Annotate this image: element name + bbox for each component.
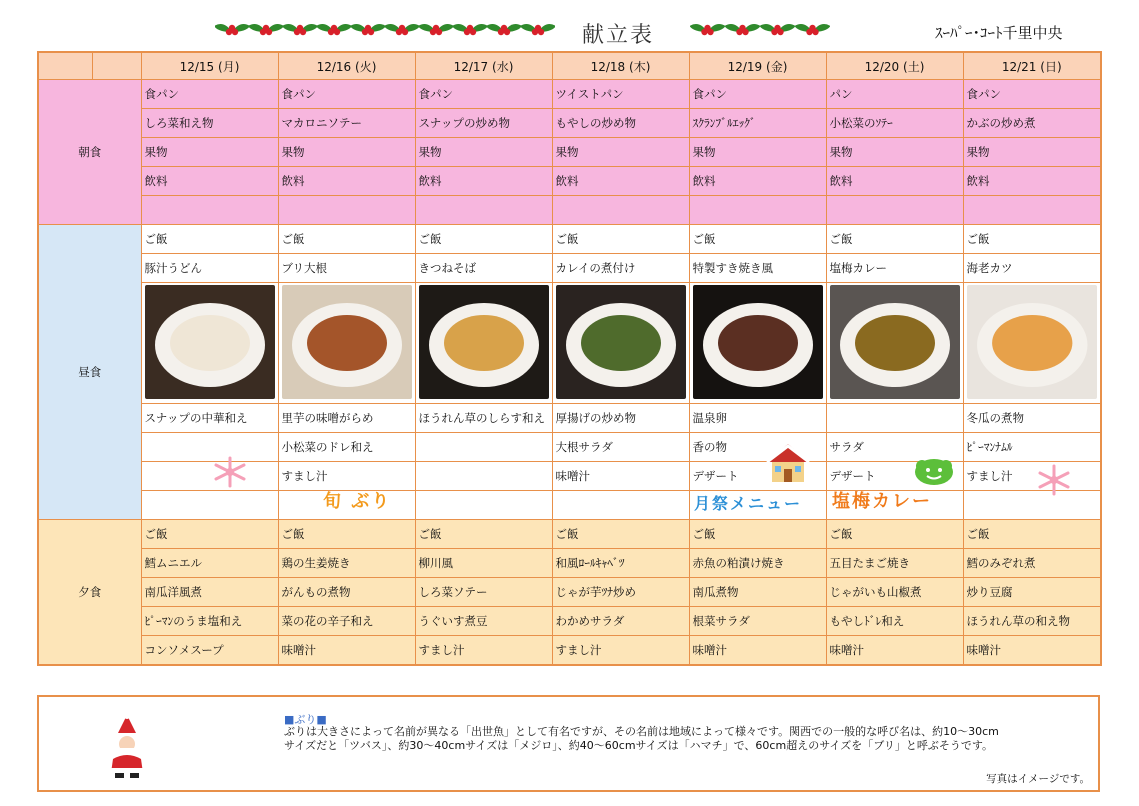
menu-cell: もやしの炒め物 [552, 109, 689, 138]
menu-cell: 飲料 [826, 167, 963, 196]
menu-cell [552, 491, 689, 520]
menu-row [38, 196, 1101, 225]
menu-cell: カレイの煮付け [552, 254, 689, 283]
corner-cell [92, 52, 141, 80]
menu-cell: 飲料 [552, 167, 689, 196]
menu-cell: ご飯 [689, 520, 826, 549]
date-header: 12/15 (月) [141, 52, 278, 80]
menu-cell: デザート [689, 462, 826, 491]
menu-cell: 海老カツ [963, 254, 1101, 283]
label-shun: 旬 ぶり [323, 491, 392, 512]
menu-cell: ご飯 [141, 520, 278, 549]
menu-cell: 果物 [415, 138, 552, 167]
menu-cell: しろ菜和え物 [141, 109, 278, 138]
menu-cell: ほうれん草の和え物 [963, 607, 1101, 636]
menu-cell: サラダ [826, 433, 963, 462]
menu-cell: ご飯 [826, 520, 963, 549]
menu-cell: 豚汁うどん [141, 254, 278, 283]
menu-cell [415, 462, 552, 491]
label-tsukimatsuri: 月祭メニュー [694, 494, 803, 513]
menu-cell: すまし汁 [963, 462, 1101, 491]
menu-cell: 飲料 [963, 167, 1101, 196]
menu-cell [826, 404, 963, 433]
menu-row [38, 491, 1101, 520]
menu-cell: 鱈ムニエル [141, 549, 278, 578]
menu-row [38, 109, 1101, 138]
dish-photo [689, 283, 826, 404]
menu-cell: 柳川風 [415, 549, 552, 578]
date-header: 12/21 (日) [963, 52, 1101, 80]
menu-cell: 小松菜のドレ和え [278, 433, 415, 462]
menu-cell: 南瓜洋風煮 [141, 578, 278, 607]
smile-icon [913, 456, 955, 486]
menu-cell: しろ菜ソテー [415, 578, 552, 607]
menu-cell: ご飯 [689, 225, 826, 254]
menu-cell: 果物 [963, 138, 1101, 167]
menu-cell: 赤魚の粕漬け焼き [689, 549, 826, 578]
dish-photo [552, 283, 689, 404]
dish-photo-image [967, 285, 1098, 399]
dish-photo-image [419, 285, 549, 399]
menu-cell: ﾋﾟｰﾏﾝのうま塩和え [141, 607, 278, 636]
menu-cell: 果物 [826, 138, 963, 167]
menu-cell: 温泉卵 [689, 404, 826, 433]
menu-cell: 鶏の生姜焼き [278, 549, 415, 578]
menu-cell: 炒り豆腐 [963, 578, 1101, 607]
menu-cell: 飲料 [278, 167, 415, 196]
menu-cell [141, 491, 278, 520]
menu-cell: ご飯 [141, 225, 278, 254]
menu-cell [141, 196, 278, 225]
menu-cell [415, 196, 552, 225]
menu-row [38, 138, 1101, 167]
house-icon [763, 440, 813, 486]
menu-cell: わかめサラダ [552, 607, 689, 636]
menu-cell: デザート [826, 462, 963, 491]
menu-cell: 味噌汁 [552, 462, 689, 491]
menu-cell: 果物 [689, 138, 826, 167]
menu-cell: 塩梅カレー [826, 254, 963, 283]
menu-cell [278, 196, 415, 225]
meal-label-lunch: 昼食 [38, 225, 141, 520]
menu-cell: ご飯 [552, 225, 689, 254]
menu-cell: 味噌汁 [963, 636, 1101, 666]
menu-cell: 大根サラダ [552, 433, 689, 462]
menu-cell: ご飯 [415, 520, 552, 549]
menu-table [37, 51, 1102, 666]
menu-cell: 食パン [415, 80, 552, 109]
facility-name: ｽｰﾊﾟｰ･ｺｰﾄ千里中央 [935, 24, 1063, 42]
menu-cell: うぐいす煮豆 [415, 607, 552, 636]
corner-cell [38, 52, 92, 80]
menu-cell: 食パン [963, 80, 1101, 109]
dish-photo [826, 283, 963, 404]
santa-icon [105, 713, 149, 779]
menu-cell: きつねそば [415, 254, 552, 283]
menu-cell: 香の物 [689, 433, 826, 462]
menu-cell: 果物 [278, 138, 415, 167]
meal-label-dinner: 夕食 [38, 520, 141, 666]
menu-cell: ご飯 [415, 225, 552, 254]
menu-cell [415, 491, 552, 520]
note-text: ぶりは大きさによって名前が異なる「出世魚」として有名ですが、その名前は地域によって様々です。関西での一般的な呼び名は、約10～30cmサイズだと「ツバス」、約30～40cmサイズは「メジロ」、約40～60cmサイズは「ハマチ」で、60cm超えのサイズを「ブリ」と呼ぶそうです。 [284, 725, 999, 752]
menu-cell: 菜の花の辛子和え [278, 607, 415, 636]
date-header: 12/16 (火) [278, 52, 415, 80]
date-header: 12/17 (水) [415, 52, 552, 80]
menu-row [38, 636, 1101, 666]
menu-row [38, 578, 1101, 607]
dish-photo-image [145, 285, 275, 399]
menu-cell: すまし汁 [415, 636, 552, 666]
label-anbai: 塩梅カレー [832, 491, 932, 512]
menu-cell: スナップの炒め物 [415, 109, 552, 138]
menu-cell: ご飯 [278, 225, 415, 254]
note-box [37, 695, 1100, 792]
dish-photo-image [556, 285, 686, 399]
menu-cell: 里芋の味噌がらめ [278, 404, 415, 433]
meal-label-breakfast: 朝食 [38, 80, 141, 225]
date-header: 12/20 (土) [826, 52, 963, 80]
dish-photo [278, 283, 415, 404]
menu-cell: パン [826, 80, 963, 109]
menu-row [38, 520, 1101, 549]
menu-cell: もやしﾄﾞﾚ和え [826, 607, 963, 636]
page-title: 献立表 [582, 23, 655, 48]
menu-cell [826, 196, 963, 225]
menu-cell [689, 196, 826, 225]
menu-cell: すまし汁 [552, 636, 689, 666]
dish-photo [141, 283, 278, 404]
menu-cell: マカロニソテー [278, 109, 415, 138]
menu-row [38, 80, 1101, 109]
date-header: 12/18 (木) [552, 52, 689, 80]
holly-left-icon [215, 18, 555, 46]
menu-cell: ご飯 [963, 520, 1101, 549]
menu-cell: ご飯 [278, 520, 415, 549]
menu-cell [963, 196, 1101, 225]
snowflake-icon [1028, 460, 1080, 500]
menu-cell: 食パン [278, 80, 415, 109]
menu-cell: じゃがいも山椒煮 [826, 578, 963, 607]
dish-photo-image [830, 285, 960, 399]
snowflake-icon [205, 452, 255, 492]
menu-cell: 食パン [689, 80, 826, 109]
dish-photo-image [693, 285, 823, 399]
menu-cell [552, 196, 689, 225]
menu-cell: ｽｸﾗﾝﾌﾞﾙｴｯｸﾞ [689, 109, 826, 138]
menu-cell [415, 433, 552, 462]
menu-cell: 冬瓜の煮物 [963, 404, 1101, 433]
menu-cell: 飲料 [415, 167, 552, 196]
dish-photo [415, 283, 552, 404]
menu-cell: 厚揚げの炒め物 [552, 404, 689, 433]
menu-row [38, 549, 1101, 578]
menu-cell: すまし汁 [278, 462, 415, 491]
menu-cell: ご飯 [552, 520, 689, 549]
menu-cell: かぶの炒め煮 [963, 109, 1101, 138]
menu-cell: 特製すき焼き風 [689, 254, 826, 283]
menu-cell: 味噌汁 [278, 636, 415, 666]
menu-cell: ツイストパン [552, 80, 689, 109]
menu-cell: 食パン [141, 80, 278, 109]
holly-right-icon [690, 18, 830, 46]
menu-cell: 果物 [141, 138, 278, 167]
menu-cell: 果物 [552, 138, 689, 167]
dish-photo [963, 283, 1101, 404]
date-header-row [38, 52, 1101, 80]
menu-cell: 五目たまご焼き [826, 549, 963, 578]
menu-cell: 根菜サラダ [689, 607, 826, 636]
menu-cell: ﾋﾟｰﾏﾝﾅﾑﾙ [963, 433, 1101, 462]
menu-cell: 南瓜煮物 [689, 578, 826, 607]
menu-row [38, 225, 1101, 254]
menu-cell: ブリ大根 [278, 254, 415, 283]
menu-row [38, 167, 1101, 196]
dish-photo-image [282, 285, 412, 399]
menu-row [38, 254, 1101, 283]
menu-cell: じゃが芋ﾂﾅ炒め [552, 578, 689, 607]
menu-cell: 和風ﾛｰﾙｷｬﾍﾞﾂ [552, 549, 689, 578]
menu-cell: 飲料 [141, 167, 278, 196]
menu-row [38, 607, 1101, 636]
note-title: ■ぶり■ [284, 713, 327, 726]
photo-row [38, 283, 1101, 404]
menu-cell: ほうれん草のしらす和え [415, 404, 552, 433]
menu-cell: コンソメスープ [141, 636, 278, 666]
menu-row [38, 404, 1101, 433]
menu-cell: ご飯 [963, 225, 1101, 254]
menu-cell: 味噌汁 [689, 636, 826, 666]
menu-cell: 鱈のみぞれ煮 [963, 549, 1101, 578]
menu-cell: ご飯 [826, 225, 963, 254]
menu-cell: がんもの煮物 [278, 578, 415, 607]
menu-cell: スナップの中華和え [141, 404, 278, 433]
menu-cell: 味噌汁 [826, 636, 963, 666]
date-header: 12/19 (金) [689, 52, 826, 80]
menu-cell: 小松菜のｿﾃｰ [826, 109, 963, 138]
photo-disclaimer: 写真はイメージです。 [986, 773, 1090, 785]
menu-cell: 飲料 [689, 167, 826, 196]
